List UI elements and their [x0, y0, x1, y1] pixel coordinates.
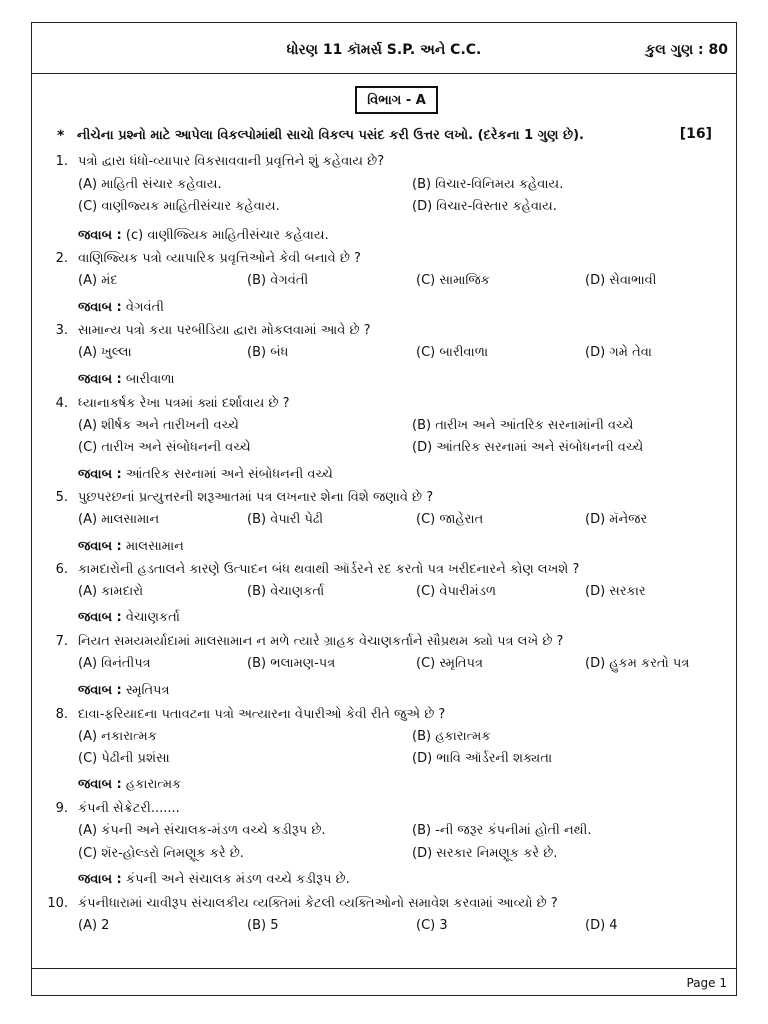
answer-label: જવાબ : [78, 610, 122, 625]
answer-line [78, 228, 329, 243]
answer-line [78, 610, 180, 625]
header-rule [31, 73, 737, 74]
question-number: 1. [55, 154, 68, 169]
answer-line [78, 300, 164, 315]
question-text: ધ્યાનાકર્ષક રેખા પત્રમાં ક્યાં દર્શાવાય છે ? [78, 396, 290, 411]
option-b: (B) વેચાણકર્તા [247, 584, 325, 599]
option-a: (A) મંદ [78, 273, 118, 288]
footer-rule [31, 968, 737, 969]
question-number: 10. [47, 896, 68, 911]
question-text: પુછપરછનાં પ્રત્યુત્તરની શરૂઆતમાં પત્ર લખનાર શેના વિશે જણાવે છે ? [78, 490, 434, 505]
question-text: કંપનીધારામાં ચાવીરૂપ સંચાલકીય વ્યક્તિમાં કેટલી વ્યક્તિઓનો સમાવેશ કરવામાં આવ્યો છે ? [78, 896, 558, 911]
option-d: (D) વિચાર-વિસ્તાર કહેવાય. [412, 199, 557, 214]
option-d: (D) આંતરિક સરનામાં અને સંબોધનની વચ્ચે [412, 440, 644, 455]
question-number: 8. [55, 707, 68, 722]
option-c: (C) 3 [416, 918, 448, 933]
question-number: 3. [55, 323, 68, 338]
question-number: 7. [55, 634, 68, 649]
option-a: (A) 2 [78, 918, 110, 933]
section-marks: [16] [679, 126, 712, 142]
answer-text: વેચાણકર્તા [125, 610, 180, 625]
option-b: (B) 5 [247, 918, 279, 933]
answer-label: જવાબ : [78, 777, 122, 792]
question-number: 4. [55, 396, 68, 411]
question-text: સામાન્ય પત્રો કયા પરબીડિયા દ્વારા મોકલવામાં આવે છે ? [78, 323, 371, 338]
option-c: (C) જાહેરાત [416, 512, 484, 527]
option-a: (A) વિનંતીપત્ર [78, 656, 151, 671]
answer-text: બારીવાળા [125, 372, 175, 387]
option-b: (B) હકારાત્મક [412, 729, 491, 744]
question-text: પત્રો દ્વારા ધંધો-વ્યાપાર વિકસાવવાની પ્રવૃત્તિને શું કહેવાય છે? [78, 154, 385, 169]
option-b: (B) બંધ [247, 345, 289, 360]
option-a: (A) કંપની અને સંચાલક-મંડળ વચ્ચે કડીરૂપ છે. [78, 823, 326, 838]
answer-label: જવાબ : [78, 683, 122, 698]
option-c: (C) તારીખ અને સંબોધનની વચ્ચે [78, 440, 251, 455]
option-b: (B) વેગવંતી [247, 273, 309, 288]
total-marks: કુલ ગુણ : 80 [645, 42, 728, 58]
instruction-marker: * [57, 128, 65, 144]
answer-label: જવાબ : [78, 228, 122, 243]
answer-line [78, 467, 333, 482]
option-a: (A) નકારાત્મક [78, 729, 157, 744]
option-d: (D) સેવાભાવી [585, 273, 657, 288]
option-c: (C) વેપારીમંડળ [416, 584, 496, 599]
answer-label: જવાબ : [78, 372, 122, 387]
question-text: નિયત સમયમર્યાદામાં માલસામાન ન મળે ત્યારે ગ્રાહક વેચાણકર્તાને સૌપ્રથમ ક્યો પત્ર લખે છે ? [78, 634, 564, 649]
answer-text: હકારાત્મક [125, 777, 182, 792]
question-number: 6. [55, 562, 68, 577]
question-text: કંપની સેક્રેટરી....... [78, 801, 180, 816]
option-d: (D) મૅનેજર [585, 512, 648, 527]
option-c: (C) વાણીજ્યક માહિતીસંચાર કહેવાય. [78, 199, 280, 214]
option-c: (C) શૅર-હોલ્ડરો નિમણૂક કરે છે. [78, 846, 244, 861]
answer-text: વેગવંતી [125, 300, 164, 315]
option-b: (B) વેપારી પેઢી [247, 512, 324, 527]
answer-text: સ્મૃતિપત્ર [125, 683, 170, 698]
option-a: (A) કામદારો [78, 584, 144, 599]
option-b: (B) વિચાર-વિનિમય કહેવાય. [412, 177, 564, 192]
answer-text: માલસામાન [125, 539, 184, 554]
option-d: (D) હુકમ કરતો પત્ર [585, 656, 690, 671]
section-label: વિભાગ - A [355, 86, 438, 114]
question-number: 5. [55, 490, 68, 505]
option-a: (A) માલસામાન [78, 512, 160, 527]
option-c: (C) પેઢીની પ્રશંસા [78, 751, 170, 766]
answer-line [78, 777, 181, 792]
answer-line [78, 683, 170, 698]
answer-text: કંપની અને સંચાલક મંડળ વચ્ચે કડીરૂપ છે. [125, 872, 350, 887]
question-text: કામદારોની હડતાલને કારણે ઉત્પાદન બંધ થવાથી ઑર્ડરને રદ કરતો પત્ર ખરીદનારને કોણ લખશે ? [78, 562, 580, 577]
option-b: (B) તારીખ અને આંતરિક સરનામાંની વચ્ચે [412, 418, 634, 433]
option-a: (A) માહિતી સંચાર કહેવાય. [78, 177, 222, 192]
option-c: (C) સ્મૃતિપત્ર [416, 656, 483, 671]
page-number: Page 1 [686, 976, 727, 990]
option-a: (A) શીર્ષક અને તારીખની વચ્ચે [78, 418, 239, 433]
option-b: (B) ભલામણ-પત્ર [247, 656, 336, 671]
option-d: (D) સરકાર નિમણૂક કરે છે. [412, 846, 558, 861]
exam-title: ધોરણ 11 કૉમર્સ S.P. અને C.C. [286, 42, 482, 58]
section-instruction: નીચેના પ્રશ્નો માટે આપેલા વિકલ્પોમાંથી સાચો વિકલ્પ પસંદ કરી ઉત્તર લખો. (દરેકના 1 ગુણ છે). [77, 128, 584, 143]
option-d: (D) સરકાર [585, 584, 646, 599]
question-number: 2. [55, 251, 68, 266]
question-text: દાવા-ફરિયાદના પતાવટના પત્રો અત્યારના વેપારીઓ કેવી રીતે જુએ છે ? [78, 707, 446, 722]
answer-label: જવાબ : [78, 539, 122, 554]
answer-text: (c) વાણીજ્યિક માહિતીસંચાર કહેવાય. [125, 228, 329, 243]
option-a: (A) ખુલ્લા [78, 345, 132, 360]
answer-line [78, 872, 350, 887]
answer-label: જવાબ : [78, 872, 122, 887]
question-number: 9. [55, 801, 68, 816]
question-text: વાણિજ્યિક પત્રો વ્યાપારિક પ્રવૃત્તિઓને કેવી બનાવે છે ? [78, 251, 361, 266]
answer-line [78, 372, 175, 387]
option-c: (C) બારીવાળા [416, 345, 489, 360]
option-d: (D) ગમે તેવા [585, 345, 652, 360]
answer-label: જવાબ : [78, 467, 122, 482]
option-c: (C) સામાજિક [416, 273, 490, 288]
answer-text: આંતરિક સરનામાં અને સંબોધનની વચ્ચે [125, 467, 333, 482]
answer-label: જવાબ : [78, 300, 122, 315]
option-d: (D) ભાવિ ઑર્ડરની શક્યતા [412, 751, 553, 766]
option-d: (D) 4 [585, 918, 618, 933]
answer-line [78, 539, 184, 554]
option-b: (B) -ની જરૂર કંપનીમાં હોતી નથી. [412, 823, 592, 838]
